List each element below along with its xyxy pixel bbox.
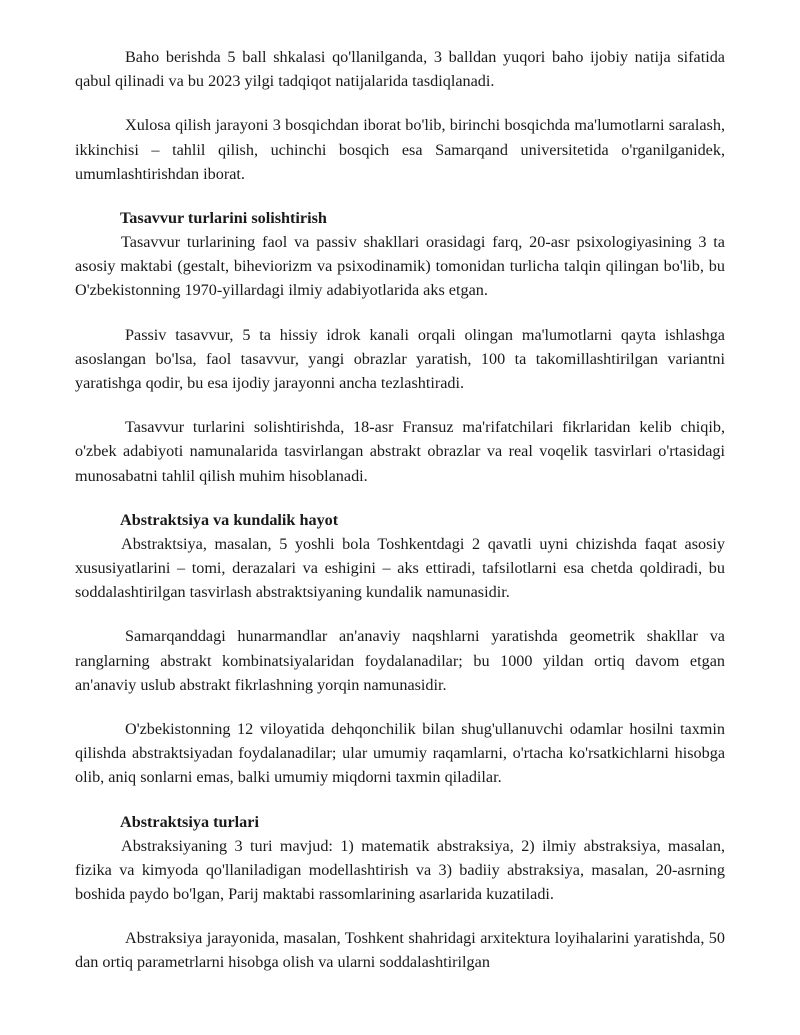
paragraph: Tasavvur turlarini solishtirishda, 18-asr Fransuz ma'rifatchilari fikrlaridan kelib chiqib, o'zbek adabiyoti namunalarida tasvirlangan abstrakt obrazlar va real voqelik tasvirlari o'rtasidagi munosabatni tahlil qilish muhim hisoblanadi. [75, 418, 725, 485]
paragraph: Abstraksiya jarayonida, masalan, Toshkent shahridagi arxitektura loyihalarini yaratishda, 50 dan ortiq parametrlarni hisobga olish va ularni soddalashtirilgan [75, 929, 725, 972]
paragraph: Tasavvur turlarining faol va passiv shakllari orasidagi farq, 20-asr psixologiyasining 3 ta asosiy maktabi (gestalt, biheviorizm va psixodinamik) tomonidan turlicha talqin qilingan bo'lib, bu O'zbekistonning 1970-yillardagi ilmiy adabiyotlarida aks etgan. [75, 233, 725, 300]
section-heading: Tasavvur turlarini solishtirish [120, 209, 327, 228]
paragraph: O'zbekistonning 12 viloyatida dehqonchilik bilan shug'ullanuvchi odamlar hosilni taxmin qilishda abstraktsiyadan foydalanadilar; ular umumiy raqamlarni, o'rtacha ko'rsatkichlarni hisobga olib, aniq sonlarni emas, balki umumiy miqdorni taxmin qiladilar. [75, 720, 725, 787]
paragraph: Abstraktsiya, masalan, 5 yoshli bola Toshkentdagi 2 qavatli uyni chizishda faqat asosiy xususiyatlarini – tomi, derazalari va eshigini – aks ettiradi, tafsilotlarni esa chetda qoldiradi, bu soddalashtirilgan tasvirlash abstraktsiyaning kundalik namunasidir. [75, 534, 725, 602]
section-heading: Abstraktsiya va kundalik hayot [120, 510, 339, 529]
paragraph: Xulosa qilish jarayoni 3 bosqichdan iborat bo'lib, birinchi bosqichda ma'lumotlarni saralash, ikkinchisi – tahlil qilish, uchinchi bosqich esa Samarqand universitetida o'rganilganidek, umumlashtirishdan iborat. [75, 116, 725, 183]
paragraph: Baho berishda 5 ball shkalasi qo'llanilganda, 3 balldan yuqori baho ijobiy natija sifatida qabul qilinadi va bu 2023 yilgi tadqiqot natijalarida tasdiqlanadi. [75, 48, 725, 91]
paragraph: Samarqanddagi hunarmandlar an'anaviy naqshlarni yaratishda geometrik shakllar va ranglarning abstrakt kombinatsiyalaridan foydalanadilar; bu 1000 yildan ortiq davom etgan an'anaviy uslub abstrakt fikrlashning yorqin namunasidir. [75, 627, 725, 694]
paragraph: Abstraksiyaning 3 turi mavjud: 1) matematik abstraksiya, 2) ilmiy abstraksiya, masalan, fizika va kimyoda qo'llaniladigan modellashtirish va 3) badiiy abstraksiya, masalan, 20-asrning boshida paydo bo'lgan, Parij maktabi rassomlarining asarlarida kuzatiladi. [75, 836, 725, 904]
document-page [75, 45, 725, 975]
section-heading: Abstraktsiya turlari [120, 812, 259, 831]
paragraph: Passiv tasavvur, 5 ta hissiy idrok kanali orqali olingan ma'lumotlarni qayta ishlashga asoslangan bo'lsa, faol tasavvur, yangi obrazlar yaratish, 100 ta takomillashtirilgan variantni yaratishga qodir, bu esa ijodiy jarayonni ancha tezlashtiradi. [75, 325, 725, 393]
